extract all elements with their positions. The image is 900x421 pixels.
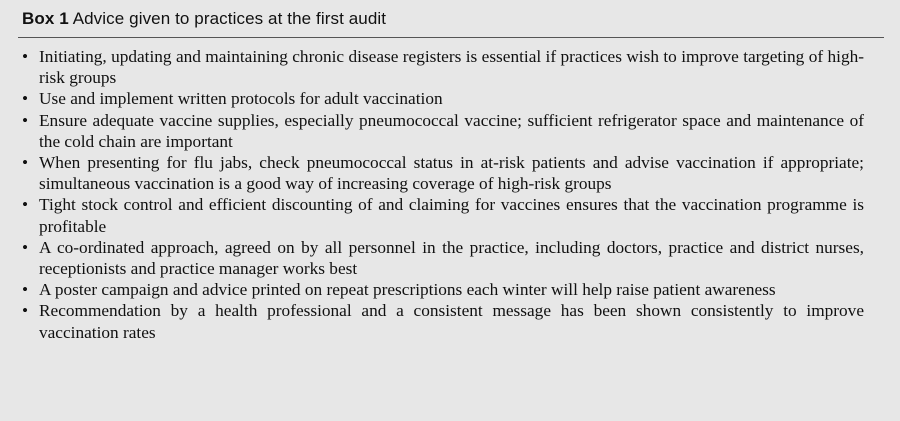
list-item-text: Initiating, updating and maintaining chronic disease registers is essential if practices wish to improve targeting of high-risk groups [39, 47, 864, 88]
bullet-icon: • [22, 47, 29, 66]
list-item [22, 237, 864, 279]
list-item [22, 300, 864, 342]
bullet-icon: • [22, 280, 29, 300]
title-divider [18, 37, 884, 38]
list-item [22, 194, 864, 236]
bullet-icon: • [22, 153, 29, 173]
advice-list [22, 46, 884, 343]
list-item-text: When presenting for flu jabs, check pneumococcal status in at-risk patients and advise vaccination if appropriate; simultaneous vaccination is a good way of increasing coverage of high-risk groups [39, 153, 864, 194]
list-item [22, 152, 864, 194]
list-item [22, 110, 864, 152]
list-item-text: Use and implement written protocols for adult vaccination [39, 89, 443, 109]
bullet-icon: • [22, 195, 29, 215]
list-item-text: Ensure adequate vaccine supplies, especially pneumococcal vaccine; sufficient refrigerator space and maintenance of the cold chain are important [39, 110, 864, 151]
bullet-icon: • [22, 110, 29, 130]
box-title [22, 9, 884, 29]
list-item-text: A poster campaign and advice printed on repeat prescriptions each winter will help raise patient awareness [39, 280, 776, 300]
box-title-text: Advice given to practices at the first audit [72, 9, 387, 28]
list-item [22, 88, 864, 109]
list-item [22, 279, 864, 300]
list-item-text: A co-ordinated approach, agreed on by all personnel in the practice, including doctors, practice and district nurses, receptionists and practice manager works best [39, 237, 864, 279]
list-item-text: Recommendation by a health professional and a consistent message has been shown consistently to improve vaccination rates [39, 301, 864, 342]
list-item-text: Tight stock control and efficient discounting of and claiming for vaccines ensures that the vaccination programme is profitable [39, 195, 864, 236]
bullet-icon: • [22, 237, 29, 257]
bullet-icon: • [22, 89, 29, 109]
bullet-icon: • [22, 301, 29, 321]
box-label: Box 1 [22, 9, 69, 28]
list-item [22, 46, 864, 88]
